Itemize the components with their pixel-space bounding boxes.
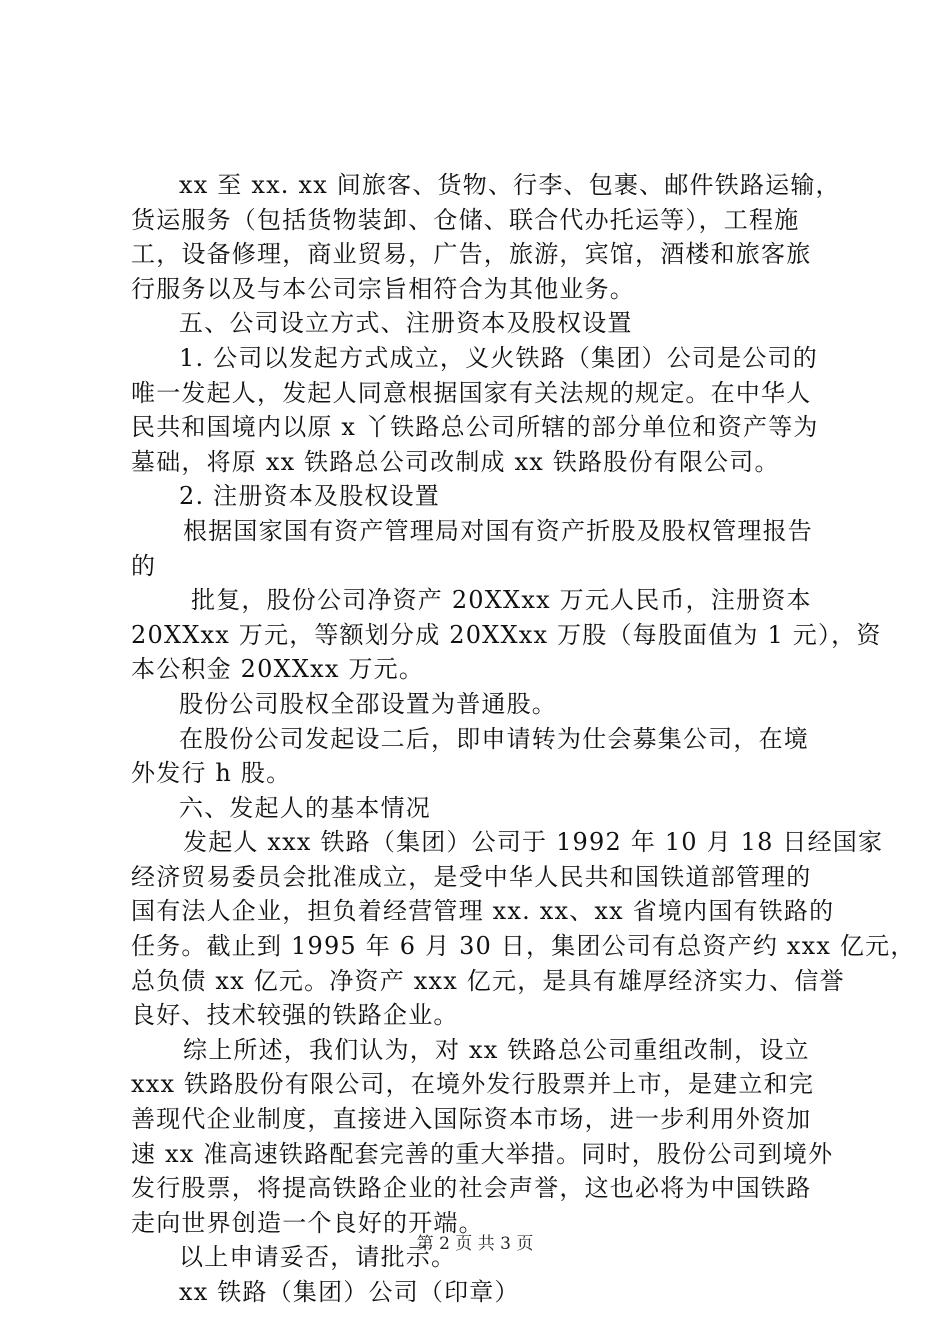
text-line: xx 至 xx. xx 间旅客、货物、行李、包裹、邮件铁路运输， [179, 171, 841, 199]
text-line: 善现代企业制度，直接进入国际资本市场，进一步利用外资加 [131, 1105, 812, 1134]
text-line: 总负债 xx 亿元。净资产 xxx 亿元，是具有雄厚经济实力、信誉 [131, 966, 845, 995]
subsection-heading: 2. 注册资本及股权设置 [179, 482, 440, 511]
text-line: 国有法人企业，担负着经营管理 xx. xx、xx 省境内国有铁路的 [131, 897, 835, 926]
text-line: 唯一发起人，发起人同意根据国家有关法规的规定。在中华人 [131, 378, 812, 407]
text-line: 外发行 h 股。 [131, 759, 292, 788]
text-line: 经济贸易委员会批准成立，是受中华人民共和国铁道部管理的 [131, 862, 812, 891]
text-line: 行服务以及与本公司宗旨相符合为其他业务。 [131, 274, 635, 303]
text-line: 1. 公司以发起方式成立，义火铁路（集团）公司是公司的 [179, 343, 818, 372]
text-line: 发行股票，将提高铁路企业的社会声誉，这也必将为中国铁路 [131, 1174, 812, 1203]
text-line: 股份公司股权全邵设置为普通股。 [179, 689, 557, 718]
text-line: 20XXxx 万元，等额划分成 20XXxx 万股（每股面值为 1 元），资 [131, 620, 882, 649]
text-line: 综上所述，我们认为，对 xx 铁路总公司重组改制，设立 [183, 1035, 810, 1064]
section-heading: 五、公司设立方式、注册资本及股权设置 [179, 309, 633, 338]
text-line: 货运服务（包括货物装卸、仓储、联合代办托运等），工程施 [131, 205, 800, 234]
text-line: 工，设备修理，商业贸易，广告，旅游，宾馆，酒楼和旅客旅 [131, 240, 812, 269]
signature-line: xx 铁路（集团）公司（印章） [179, 1278, 520, 1306]
text-line: 速 xx 准高速铁路配套完善的重大举措。同时，股份公司到境外 [131, 1139, 834, 1168]
text-line: 批复，股份公司净资产 20XXxx 万元人民币，注册资本 [191, 586, 812, 615]
page-number: 第 2 页 共 3 页 [416, 1234, 534, 1254]
text-line: 根据国家国有资产管理局对国有资产折股及股权管理报告 [183, 516, 813, 545]
text-line: xxx 铁路股份有限公司，在境外发行股票并上市，是建立和完 [131, 1070, 815, 1099]
text-line: 本公积金 20XXxx 万元。 [131, 655, 425, 684]
text-line: 发起人 xxx 铁路（集团）公司于 1992 年 10 月 18 日经国家 [183, 828, 884, 857]
text-line: 任务。截止到 1995 年 6 月 30 日，集团公司有总资产约 xxx 亿元， [131, 932, 916, 961]
document-body [131, 168, 916, 1310]
text-line: 走向世界创造一个良好的开端。 [131, 1208, 484, 1237]
text-line: 民共和国境内以原 x 丫铁路总公司所辖的部分单位和资产等为 [131, 413, 819, 442]
text-line: 良好、技术较强的铁路企业。 [131, 1001, 459, 1030]
section-heading: 六、发起人的基本情况 [179, 793, 431, 822]
text-line: 在股份公司发起设二后，即申请转为仕会募集公司，在境 [179, 724, 809, 753]
text-line: 以上申请妥否，请批示。 [179, 1243, 457, 1272]
text-line: 的 [131, 551, 157, 580]
text-line: 墓础，将原 xx 铁路总公司改制成 xx 铁路股份有限公司。 [131, 447, 780, 476]
